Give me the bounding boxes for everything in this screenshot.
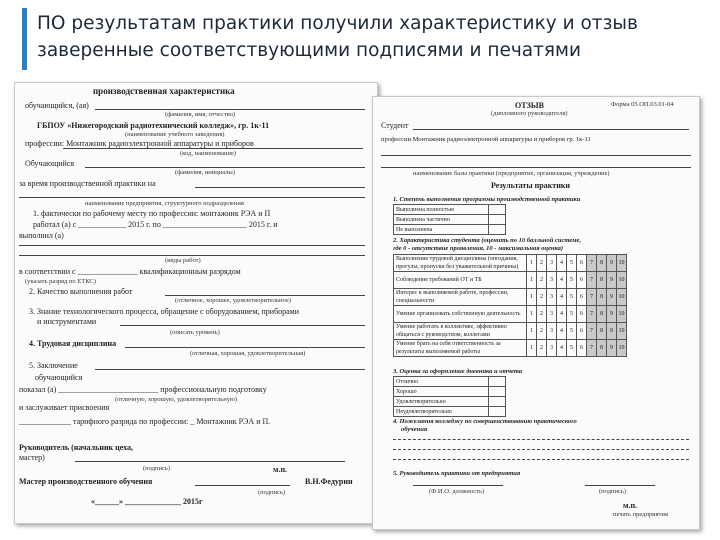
section-1-heading: 1. Степень выполнения программы производственной практики [393,196,581,203]
score-cell[interactable]: 4 [557,289,567,306]
college-caption: (наименование учебного заведения) [125,131,225,138]
fill-line [195,187,365,188]
fill-line [381,155,691,156]
table-row [394,377,506,387]
checkbox-cell[interactable] [489,215,506,225]
discipline-caption: (отличная, хорошая, удовлетворительная) [190,350,306,357]
score-cell[interactable]: 2 [537,306,547,323]
score-cell[interactable]: 2 [537,272,547,289]
date-line: «______» ______________ 2015г [91,497,203,506]
score-cell[interactable]: 3 [547,289,557,306]
score-cell[interactable]: 7 [587,289,597,306]
showed-line: показал (а) _________________________ профессиональную подготовку [19,385,267,394]
checkbox-cell[interactable] [489,397,506,407]
score-cell[interactable]: 5 [567,255,577,272]
fill-line [381,167,691,168]
during-line: за время производственной практики на [19,179,156,188]
table-row [394,397,506,407]
score-cell[interactable]: 4 [557,255,567,272]
score-cell[interactable]: 8 [597,289,607,306]
review-signature-caption: (подпись) [599,488,626,495]
score-cell[interactable]: 8 [597,255,607,272]
master-short-label: мастер) [19,453,45,462]
score-cell[interactable]: 9 [607,340,617,357]
section-5-heading: 5. Руководитель практики от предприятия [393,470,521,477]
student-2-label: обучающийся [35,373,83,382]
section-2-heading-a: 2. Характеристика студента (оценить по 10 балльной системе, [393,237,582,244]
master-name: В.Н.Федурин [305,477,353,486]
score-cell[interactable]: 3 [547,255,557,272]
item-2-line: 2. Качество выполнения работ [29,287,133,296]
score-cell[interactable]: 6 [577,255,587,272]
score-cell[interactable]: 9 [607,289,617,306]
table-cell: Не выполнена [394,225,489,235]
fio-caption: (фамилия, имя, отчество) [165,111,236,118]
performed-line: выполнил (а) [19,231,64,240]
fill-line [393,459,689,460]
score-cell[interactable]: 1 [527,289,537,306]
assign-line: и заслуживает присвоения [19,403,110,412]
fill-line [195,485,290,486]
score-cell[interactable]: 8 [597,323,607,340]
score-cell[interactable]: 2 [537,340,547,357]
score-row [394,323,627,340]
item-3-line-a: 3. Знание технологического процесса, обращение с оборудованием, приборами [29,307,300,316]
fill-line [95,109,365,110]
score-cell[interactable]: 1 [527,340,537,357]
criterion-label: Соблюдение требований ОТ и ТБ [394,272,527,289]
results-heading: Результаты практики [491,181,571,190]
score-cell[interactable]: 1 [527,306,537,323]
score-cell[interactable]: 4 [557,323,567,340]
profession-line: профессии: Монтажник радиоэлектронной аппаратуры и приборов [25,139,254,148]
slide-title [37,10,707,64]
score-cell[interactable]: 5 [567,306,577,323]
score-cell[interactable]: 6 [577,323,587,340]
table-row [394,407,506,417]
score-cell[interactable]: 7 [587,323,597,340]
item-3-line-b: и инструментами [37,317,97,326]
review-heading: ОТЗЫВ [515,101,544,110]
table-cell: Удовлетворительно [394,397,489,407]
section-3-heading: 3. Оценка за оформление дневника и отчета [393,368,523,375]
fill-line [95,369,365,370]
fill-line [165,295,365,296]
score-row [394,306,627,323]
section-2-heading-b: где 0 - отсутствие проявления, 10 - максимальная оценка) [393,245,564,252]
score-cell[interactable]: 5 [567,323,577,340]
score-row [394,340,627,357]
score-cell[interactable]: 9 [607,306,617,323]
quality-caption: (отличное, хорошее, удовлетворительное) [175,297,291,304]
fill-line [19,197,365,198]
table-row [394,225,506,235]
score-cell[interactable]: 10 [617,255,627,272]
score-cell[interactable]: 10 [617,272,627,289]
score-cell[interactable]: 4 [557,306,567,323]
fill-line [585,485,655,486]
checkbox-cell[interactable] [489,407,506,417]
fill-line [19,255,365,256]
fill-line [125,347,365,348]
fill-line [413,485,503,486]
item-5-line: 5. Заключение [29,361,78,370]
prep-caption: (отличную, хорошую, удовлетворительную) [115,396,237,403]
master-label: Мастер производственного обучения [19,477,153,486]
checkbox-cell[interactable] [489,377,506,387]
table-cell: Хорошо [394,387,489,397]
enterprise-caption: наименование предприятия, структурного подразделения [85,200,244,207]
signature-caption-2: (подпись) [258,489,285,496]
characteristic-document [14,82,378,524]
fill-line [120,325,365,326]
trained-label: Обучающийся [25,159,75,168]
score-row [394,255,627,272]
period-line: работал (а) с ____________ 2015 г. по _____________________ 2015 г. и [33,220,278,229]
table-cell: Отлично [394,377,489,387]
college-line: ГБПОУ «Нижегородский радиотехнический колледж», гр. 1к-11 [37,121,270,130]
signature-caption: (подпись) [143,465,170,472]
fill-line [75,461,345,462]
level-caption: (описать уровень) [170,329,220,336]
score-cell[interactable]: 7 [587,272,597,289]
score-cell[interactable]: 5 [567,289,577,306]
score-cell[interactable]: 8 [597,272,607,289]
jobs-caption: (виды работ) [165,257,201,264]
section-4-heading-b: обучения [401,426,428,433]
fill-line [393,439,689,440]
fill-line [413,129,689,130]
stamp-place-label: м.п. [273,465,288,474]
score-cell[interactable]: 10 [617,289,627,306]
criterion-label: Умение брать на себя ответственность за результаты выполняемой работы [394,340,527,357]
accent-bar [22,8,27,70]
score-cell[interactable]: 1 [527,272,537,289]
checkbox-cell[interactable] [489,225,506,235]
table-row [394,387,506,397]
review-profession-line: профессии Монтажник радиоэлектронной аппаратуры и приборов гр. 1к-11 [381,136,591,143]
score-cell[interactable]: 1 [527,255,537,272]
characteristic-heading: производственная характеристика [93,86,235,96]
score-cell[interactable]: 7 [587,340,597,357]
score-cell[interactable]: 6 [577,306,587,323]
checkbox-cell[interactable] [489,387,506,397]
score-cell[interactable]: 7 [587,255,597,272]
review-fio-caption: (Ф.И.О. должность) [429,488,485,495]
criterion-label: Интерес к выполняемой работе, профессии, специальности [394,289,527,306]
score-cell[interactable]: 4 [557,340,567,357]
score-cell[interactable]: 6 [577,272,587,289]
trained-caption: (фамилия, инициалы) [175,169,235,176]
review-stamp-place: м.п. [623,501,638,510]
item-4-line: 4. Трудовая дисциплина [29,339,117,348]
accordance-line: в соответствии с _______________ квалификационным разрядом [19,267,241,276]
section-3-table [393,376,506,417]
head-label: Руководитель (начальник цеха, [19,443,134,452]
score-cell[interactable]: 5 [567,340,577,357]
score-cell[interactable]: 3 [547,272,557,289]
score-cell[interactable]: 3 [547,340,557,357]
review-document [372,96,700,530]
score-cell[interactable]: 9 [607,255,617,272]
score-cell[interactable]: 9 [607,272,617,289]
base-caption: наименование базы практики (предприятие, организация, учреждение) [413,170,610,177]
checkbox-cell[interactable] [489,205,506,215]
section-4-heading-a: 4. Пожелания колледжу по совершенствованию практического [393,418,577,425]
score-cell[interactable]: 8 [597,340,607,357]
score-cell[interactable]: 9 [607,323,617,340]
fill-line [19,245,365,246]
table-row [394,215,506,225]
score-cell[interactable]: 6 [577,340,587,357]
table-cell: Выполнена частично [394,215,489,225]
score-cell[interactable]: 4 [557,272,567,289]
table-cell: Неудовлетворительно [394,407,489,417]
score-cell[interactable]: 2 [537,323,547,340]
score-cell[interactable]: 10 [617,340,627,357]
score-cell[interactable]: 3 [547,306,557,323]
slide-title-line-1: ПО результатам практики получили характеристику и отзыв [37,13,638,34]
score-cell[interactable]: 3 [547,323,557,340]
review-stamp-caption: печать предприятия [613,511,668,518]
table-cell: Выполнена полностью [394,205,489,215]
score-cell[interactable]: 6 [577,289,587,306]
review-heading-caption: (дипломного руководителя) [491,110,568,117]
score-cell[interactable]: 10 [617,306,627,323]
score-cell[interactable]: 5 [567,272,577,289]
criterion-label: Умение организовать собственную деятельность [394,306,527,323]
slide-header [0,0,720,78]
table-row [394,205,506,215]
score-cell[interactable]: 8 [597,306,607,323]
rank-line: _____________ тарифного разряда по профессии: _ Монтажник РЭА и П. [19,417,271,426]
accordance-caption: (указать разряд по ЕТКС) [25,278,96,285]
score-cell[interactable]: 10 [617,323,627,340]
form-code: Форма 05.ОП.03.01-04 [611,101,674,108]
score-cell[interactable]: 1 [527,323,537,340]
fill-line [85,167,365,168]
student-label: обучающийся, (ая) [25,101,89,110]
profession-caption: (код, наименование) [180,150,237,157]
slide-title-line-2: заверенные соответствующими подписями и печатями [37,40,581,61]
fill-line [393,449,689,450]
review-student-label: Студент [381,121,409,130]
score-cell[interactable]: 2 [537,255,547,272]
score-cell[interactable]: 2 [537,289,547,306]
characteristics-score-table [393,254,627,357]
score-cell[interactable]: 7 [587,306,597,323]
section-1-table [393,204,506,235]
score-row [394,272,627,289]
score-row [394,289,627,306]
criterion-label: Выполнение трудовой дисциплины (опоздания, прогулы, пропуски без уважительной причины) [394,255,527,272]
criterion-label: Умение работать в коллективе, эффективно общаться с руководством, коллегами [394,323,527,340]
item-1-line: 1. фактически по рабочему месту по профессии: монтажник РЭА и П [33,209,271,218]
fill-line [63,148,363,149]
